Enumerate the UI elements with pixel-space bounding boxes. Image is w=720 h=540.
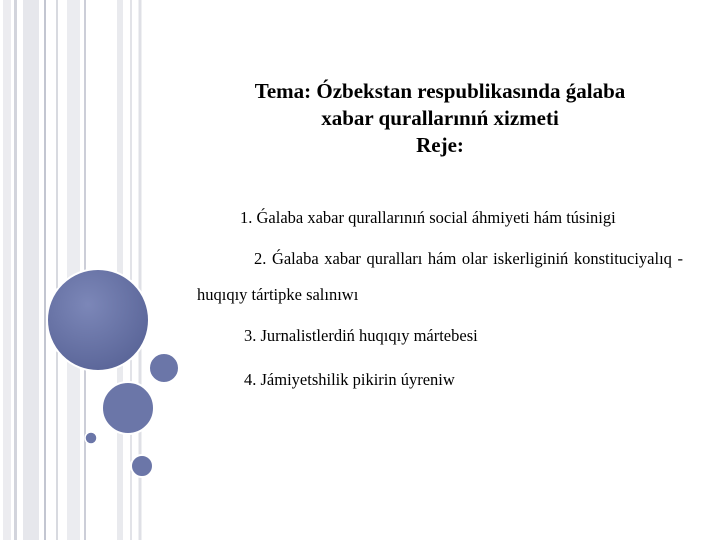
title-line-1: Tema: Ózbekstan respublikasında ǵalaba [254, 79, 626, 103]
stripe-1 [3, 0, 11, 540]
medium-circle [102, 382, 154, 434]
slide-title [200, 78, 680, 159]
stripe-4 [44, 0, 46, 540]
plan-item-3: 3. Jurnalistlerdiń huqıqıy mártebesi [244, 326, 478, 345]
plan-item-2: 2. Ǵalaba xabar quralları hám olar iskerliginiń konstituciyalıq -huqıqıy tártipke salınıwı [197, 249, 683, 304]
title-line-2: xabar qurallarınıń xizmeti [321, 106, 559, 130]
plan-list [197, 200, 683, 398]
plan-item-1: 1. Ǵalaba xabar qurallarınıń social áhmiyeti hám túsinigi [240, 208, 616, 227]
small-circle-2 [131, 455, 153, 477]
tiny-circle [85, 432, 97, 444]
stripe-3 [23, 0, 39, 540]
large-circle [47, 269, 149, 371]
small-circle-1 [149, 353, 179, 383]
plan-item-4: 4. Jámiyetshilik pikirin úyreniw [244, 370, 455, 389]
decorative-sidebar [0, 0, 200, 540]
plan-heading: Reje: [416, 133, 464, 157]
stripe-5 [67, 0, 80, 540]
stripe-2 [14, 0, 17, 540]
stripe-7 [117, 0, 123, 540]
